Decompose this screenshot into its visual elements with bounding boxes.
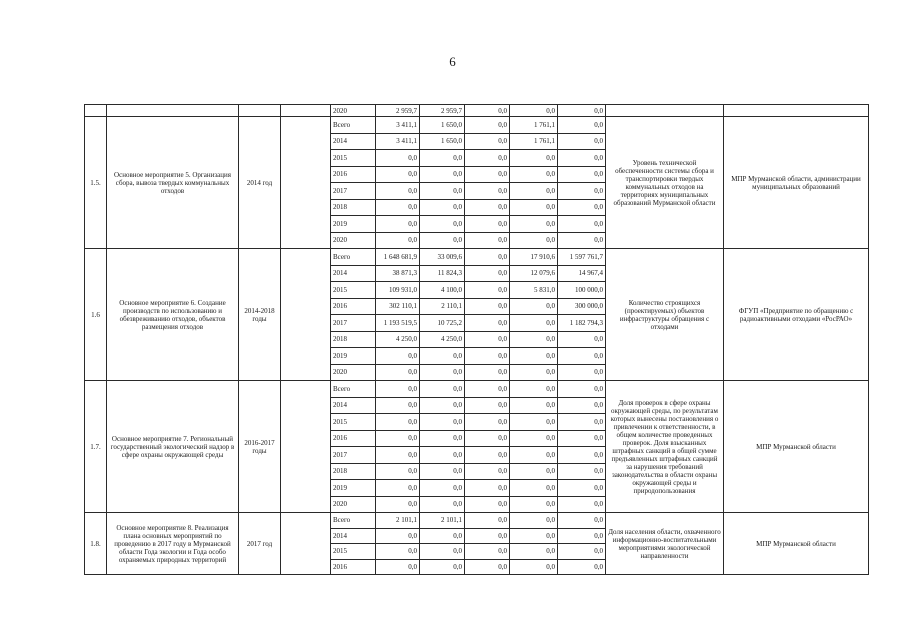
table-row [85, 381, 869, 398]
section-number: 1.7. [85, 381, 107, 513]
cell-value: 0,0 [465, 105, 510, 117]
cell-value: 0,0 [558, 348, 606, 365]
cell-value: 4 250,0 [376, 331, 420, 348]
cell-blank [281, 513, 331, 575]
section-period: 2017 год [239, 513, 281, 575]
cell-value: 14 967,4 [558, 265, 606, 282]
section-period: 2014 год [239, 117, 281, 249]
cell-value: 0,0 [376, 364, 420, 381]
table-row [85, 513, 869, 529]
cell-value: 0,0 [465, 150, 510, 167]
section-indicator: Доля населения области, охваченного информационно-воспитательными мероприятиями экологической направленности [606, 513, 724, 575]
cell-value: 0,0 [465, 216, 510, 233]
cell-value: 0,0 [420, 364, 465, 381]
cell-value: 1 182 794,3 [558, 315, 606, 332]
cell-value: 0,0 [376, 232, 420, 249]
cell-value: 0,0 [376, 397, 420, 414]
cell-value: 0,0 [465, 513, 510, 529]
cell-indicator [606, 105, 724, 117]
cell-value: 0,0 [465, 447, 510, 464]
cell-value: 2 959,7 [420, 105, 465, 117]
cell-value: 0,0 [420, 447, 465, 464]
cell-year: 2014 [331, 133, 376, 150]
cell-value: 1 650,0 [420, 117, 465, 134]
cell-value: 0,0 [465, 133, 510, 150]
table-row [85, 105, 869, 117]
cell-value: 0,0 [510, 183, 558, 200]
cell-value: 0,0 [376, 447, 420, 464]
cell-value: 109 931,0 [376, 282, 420, 299]
cell-value: 0,0 [465, 480, 510, 497]
cell-blank [281, 117, 331, 249]
cell-value: 12 079,6 [510, 265, 558, 282]
cell-value: 0,0 [558, 150, 606, 167]
cell-value: 0,0 [420, 528, 465, 544]
cell-value: 0,0 [558, 364, 606, 381]
section-number: 1.6 [85, 249, 107, 381]
cell-value: 0,0 [510, 150, 558, 167]
cell-year: 2020 [331, 364, 376, 381]
cell-value: 0,0 [510, 544, 558, 560]
cell-value: 1 650,0 [420, 133, 465, 150]
section-title: Основное мероприятие 7. Региональный государственный экологический надзор в сфере охраны окружающей среды [107, 381, 239, 513]
cell-value: 10 725,2 [420, 315, 465, 332]
cell-year: 2018 [331, 463, 376, 480]
cell-value: 3 411,1 [376, 133, 420, 150]
cell-value: 0,0 [420, 232, 465, 249]
cell-year: 2015 [331, 150, 376, 167]
cell-value: 2 959,7 [376, 105, 420, 117]
cell-value: 0,0 [420, 496, 465, 513]
table-body [85, 105, 869, 575]
cell-value: 0,0 [558, 559, 606, 575]
cell-value: 0,0 [420, 559, 465, 575]
cell-value: 0,0 [558, 496, 606, 513]
cell-value: 33 009,6 [420, 249, 465, 266]
cell-value: 0,0 [465, 282, 510, 299]
cell-value: 0,0 [510, 496, 558, 513]
cell-value: 0,0 [510, 199, 558, 216]
cell-value: 0,0 [510, 331, 558, 348]
cell-value: 0,0 [510, 397, 558, 414]
section-indicator: Уровень технической обеспеченности системы сбора и транспортировки твердых коммунальных отходов на территориях муниципальных образований Мурманской области [606, 117, 724, 249]
cell-value: 3 411,1 [376, 117, 420, 134]
table-row [85, 249, 869, 266]
section-executor: МПР Мурманской области [724, 381, 869, 513]
cell-title [107, 105, 239, 117]
cell-value: 0,0 [465, 414, 510, 431]
cell-value: 0,0 [420, 430, 465, 447]
cell-value: 0,0 [376, 463, 420, 480]
cell-value: 0,0 [420, 166, 465, 183]
cell-value: 0,0 [558, 133, 606, 150]
cell-value: 0,0 [510, 414, 558, 431]
cell-value: 0,0 [510, 105, 558, 117]
cell-value: 0,0 [376, 528, 420, 544]
cell-value: 2 101,1 [376, 513, 420, 529]
cell-year: 2014 [331, 265, 376, 282]
cell-value: 0,0 [510, 298, 558, 315]
cell-value: 1 761,1 [510, 117, 558, 134]
cell-value: 2 110,1 [420, 298, 465, 315]
cell-value: 0,0 [376, 183, 420, 200]
cell-value: 0,0 [558, 528, 606, 544]
cell-value: 0,0 [558, 216, 606, 233]
section-executor: МПР Мурманской области, администрации муниципальных образований [724, 117, 869, 249]
cell-value: 0,0 [510, 232, 558, 249]
cell-value: 4 250,0 [420, 331, 465, 348]
section-indicator: Количество строящихся (проектируемых) объектов инфраструктуры обращения с отходами [606, 249, 724, 381]
cell-value: 0,0 [420, 544, 465, 560]
cell-value: 0,0 [558, 199, 606, 216]
cell-value: 0,0 [558, 166, 606, 183]
cell-value: 0,0 [420, 216, 465, 233]
cell-value: 0,0 [510, 447, 558, 464]
cell-value: 0,0 [558, 232, 606, 249]
cell-value: 0,0 [420, 480, 465, 497]
section-title: Основное мероприятие 8. Реализация плана основных мероприятий по проведению в 2017 году в Мурманской области Года экологии и Года особо охраняемых природных территорий [107, 513, 239, 575]
cell-value: 2 101,1 [420, 513, 465, 529]
cell-value: 0,0 [420, 397, 465, 414]
cell-year: 2020 [331, 105, 376, 117]
cell-year: 2017 [331, 447, 376, 464]
cell-value: 38 871,3 [376, 265, 420, 282]
cell-year: 2016 [331, 298, 376, 315]
section-number: 1.5. [85, 117, 107, 249]
cell-blank [281, 381, 331, 513]
cell-value: 0,0 [510, 348, 558, 365]
page-number: 6 [449, 54, 456, 69]
cell-value: 11 824,3 [420, 265, 465, 282]
cell-executor [724, 105, 869, 117]
cell-value: 0,0 [558, 381, 606, 398]
cell-value: 0,0 [376, 496, 420, 513]
cell-year: 2018 [331, 331, 376, 348]
cell-value: 0,0 [465, 265, 510, 282]
cell-value: 0,0 [376, 480, 420, 497]
cell-value: 0,0 [558, 183, 606, 200]
cell-value: 0,0 [420, 150, 465, 167]
cell-value: 4 100,0 [420, 282, 465, 299]
cell-value: 0,0 [465, 117, 510, 134]
section-executor: МПР Мурманской области [724, 513, 869, 575]
cell-year: 2018 [331, 199, 376, 216]
table-row [85, 117, 869, 134]
cell-value: 0,0 [558, 513, 606, 529]
cell-blank [281, 105, 331, 117]
cell-value: 0,0 [420, 199, 465, 216]
cell-value: 0,0 [558, 463, 606, 480]
cell-value: 0,0 [465, 331, 510, 348]
cell-value: 0,0 [465, 496, 510, 513]
cell-year: Всего [331, 249, 376, 266]
cell-value: 0,0 [376, 216, 420, 233]
cell-value: 0,0 [376, 166, 420, 183]
cell-value: 0,0 [465, 381, 510, 398]
cell-value: 0,0 [558, 544, 606, 560]
cell-year: 2015 [331, 414, 376, 431]
cell-year: 2016 [331, 559, 376, 575]
cell-year: 2019 [331, 480, 376, 497]
cell-value: 0,0 [420, 463, 465, 480]
section-number: 1.8. [85, 513, 107, 575]
cell-value: 0,0 [376, 381, 420, 398]
cell-value: 302 110,1 [376, 298, 420, 315]
cell-year: 2020 [331, 496, 376, 513]
section-indicator: Доля проверок в сфере охраны окружающей среды, по результатам которых вынесены постановления о привлечении к ответственности, в общем количестве проведенных проверок. Доля взысканных штрафных санкций в общей сумме предъявленных штрафных санкций за нарушения требований законодательства в области охраны окружающей среды и природопользования [606, 381, 724, 513]
cell-value: 1 193 519,5 [376, 315, 420, 332]
cell-value: 0,0 [376, 544, 420, 560]
section-period: 2016-2017 годы [239, 381, 281, 513]
cell-value: 1 761,1 [510, 133, 558, 150]
cell-value: 5 831,0 [510, 282, 558, 299]
cell-value: 0,0 [465, 364, 510, 381]
cell-value: 0,0 [376, 199, 420, 216]
cell-value: 0,0 [510, 430, 558, 447]
cell-value: 0,0 [465, 315, 510, 332]
cell-value: 0,0 [465, 463, 510, 480]
cell-value: 0,0 [510, 513, 558, 529]
cell-number [85, 105, 107, 117]
cell-value: 0,0 [465, 559, 510, 575]
section-executor: ФГУП «Предприятие по обращению с радиоактивными отходами «РосРАО» [724, 249, 869, 381]
cell-year: Всего [331, 513, 376, 529]
cell-value: 0,0 [510, 463, 558, 480]
cell-year: 2016 [331, 430, 376, 447]
cell-value: 0,0 [465, 544, 510, 560]
cell-value: 100 000,0 [558, 282, 606, 299]
cell-value: 0,0 [510, 559, 558, 575]
cell-year: 2020 [331, 232, 376, 249]
cell-value: 0,0 [558, 447, 606, 464]
cell-value: 17 910,6 [510, 249, 558, 266]
cell-year: Всего [331, 381, 376, 398]
cell-year: 2019 [331, 216, 376, 233]
cell-value: 0,0 [465, 199, 510, 216]
cell-value: 0,0 [558, 414, 606, 431]
cell-value: 0,0 [558, 105, 606, 117]
cell-value: 0,0 [510, 315, 558, 332]
cell-year: 2015 [331, 544, 376, 560]
cell-value: 0,0 [558, 117, 606, 134]
cell-year: 2017 [331, 183, 376, 200]
cell-value: 0,0 [465, 166, 510, 183]
cell-value: 0,0 [420, 381, 465, 398]
cell-value: 0,0 [558, 331, 606, 348]
cell-value: 0,0 [465, 430, 510, 447]
cell-value: 0,0 [510, 364, 558, 381]
cell-value: 0,0 [465, 528, 510, 544]
cell-value: 0,0 [376, 414, 420, 431]
cell-value: 0,0 [465, 232, 510, 249]
section-title: Основное мероприятие 6. Создание производств по использованию и обезвреживанию отходов, объектов размещения отходов [107, 249, 239, 381]
cell-value: 0,0 [376, 348, 420, 365]
cell-value: 0,0 [465, 397, 510, 414]
cell-value: 0,0 [376, 559, 420, 575]
cell-value: 0,0 [465, 183, 510, 200]
cell-year: 2015 [331, 282, 376, 299]
cell-value: 0,0 [376, 150, 420, 167]
cell-year: Всего [331, 117, 376, 134]
cell-value: 0,0 [376, 430, 420, 447]
cell-period [239, 105, 281, 117]
cell-year: 2016 [331, 166, 376, 183]
cell-year: 2019 [331, 348, 376, 365]
cell-value: 0,0 [558, 397, 606, 414]
cell-value: 0,0 [510, 480, 558, 497]
cell-value: 0,0 [510, 166, 558, 183]
cell-value: 0,0 [510, 528, 558, 544]
cell-year: 2017 [331, 315, 376, 332]
cell-year: 2014 [331, 397, 376, 414]
program-table [84, 104, 869, 575]
cell-value: 1 648 681,9 [376, 249, 420, 266]
cell-value: 0,0 [510, 216, 558, 233]
cell-value: 0,0 [420, 348, 465, 365]
cell-value: 0,0 [465, 348, 510, 365]
section-period: 2014-2018 годы [239, 249, 281, 381]
cell-blank [281, 249, 331, 381]
section-title: Основное мероприятие 5. Организация сбора, вывоза твердых коммунальных отходов [107, 117, 239, 249]
cell-year: 2014 [331, 528, 376, 544]
cell-value: 0,0 [465, 298, 510, 315]
cell-value: 1 597 761,7 [558, 249, 606, 266]
cell-value: 300 000,0 [558, 298, 606, 315]
cell-value: 0,0 [420, 183, 465, 200]
cell-value: 0,0 [558, 480, 606, 497]
cell-value: 0,0 [510, 381, 558, 398]
cell-value: 0,0 [558, 430, 606, 447]
cell-value: 0,0 [420, 414, 465, 431]
cell-value: 0,0 [465, 249, 510, 266]
